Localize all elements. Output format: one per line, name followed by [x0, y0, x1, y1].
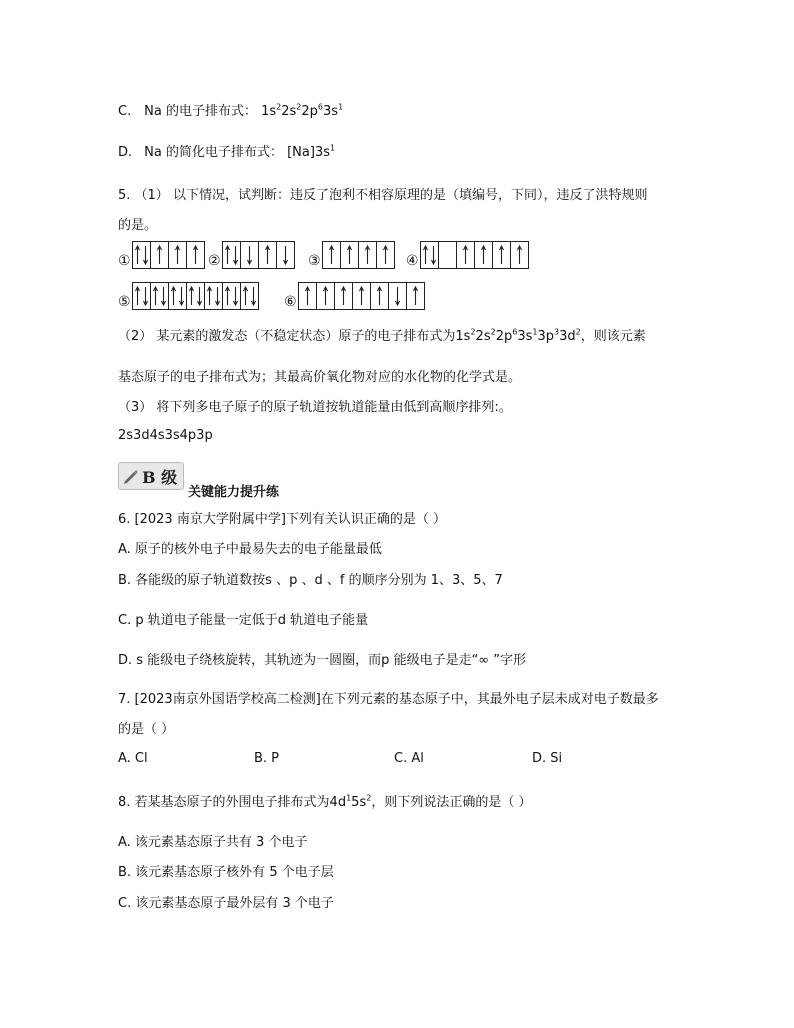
orbital-box: [168, 283, 186, 309]
orbital-box: [510, 242, 528, 268]
question-6-option-a: A. 原子的核外电子中最易失去的电子能量最低: [118, 542, 382, 557]
orbital-box: [474, 242, 492, 268]
orbital-diagram: [208, 241, 295, 267]
orbital-box: [421, 242, 438, 268]
question-8-option-a: A. 该元素基态原子共有 3 个电子: [118, 835, 308, 850]
formula-superscript: 2: [366, 793, 372, 803]
orbital-box: [168, 242, 186, 268]
spin-up-arrow-icon: [499, 245, 504, 265]
spin-up-arrow-icon: [175, 245, 180, 265]
diagram-number: ⑥: [284, 294, 297, 310]
formula-superscript: 2: [490, 327, 496, 337]
spin-up-arrow-icon: [517, 245, 522, 265]
question-6-option-b: B. 各能级的原子轨道数按s 、p 、d 、f 的顺序分别为 1、3、5、7: [118, 573, 503, 588]
spin-down-arrow-icon: [233, 286, 238, 306]
orbital-diagram: [406, 241, 529, 267]
question-5-part-2: [118, 325, 646, 344]
orbital-box: [406, 283, 424, 309]
orbital-box: [150, 283, 168, 309]
section-badge: [118, 462, 184, 490]
orbital-box: [388, 283, 406, 309]
spin-up-arrow-icon: [265, 245, 270, 265]
spin-up-arrow-icon: [383, 245, 388, 265]
formula-text: 2p: [495, 329, 513, 344]
orbital-list: 2s3d4s3s4p3p: [118, 428, 213, 443]
section-title: 关键能力提升练: [188, 485, 280, 500]
option-label: C.: [118, 104, 132, 119]
option-d: [118, 141, 335, 160]
part-2-text: （2） 某元素的激发态（不稳定状态）原子的电子排布式为: [118, 329, 456, 344]
orbital-box: [223, 242, 240, 268]
question-8-option-c: C. 该元素基态原子最外层有 3 个电子: [118, 896, 334, 911]
spin-down-arrow-icon: [215, 286, 220, 306]
spin-up-arrow-icon: [189, 286, 194, 306]
spin-up-arrow-icon: [225, 245, 230, 265]
orbital-box: [438, 242, 456, 268]
spin-up-arrow-icon: [481, 245, 486, 265]
spin-up-arrow-icon: [365, 245, 370, 265]
spin-up-arrow-icon: [305, 286, 310, 306]
orbital-boxes: [132, 241, 205, 269]
formula-superscript: 6: [317, 102, 324, 112]
orbital-box: [340, 242, 358, 268]
formula-superscript: 3: [553, 327, 560, 337]
formula-superscript: 6: [512, 327, 518, 337]
spin-up-arrow-icon: [135, 286, 140, 306]
orbital-box: [150, 242, 168, 268]
question-6-option-c: C. p 轨道电子能量一定低于d 轨道电子能量: [118, 613, 369, 628]
question-8-text: 8. 若某基态原子的外围电子排布式为: [118, 795, 330, 810]
formula-text: 2p: [301, 104, 318, 119]
question-5-part-3: （3） 将下列多电子原子的原子轨道按轨道能量由低到高顺序排列:。: [118, 400, 512, 415]
question-8-option-b: B. 该元素基态原子核外有 5 个电子层: [118, 865, 334, 880]
orbital-box: [456, 242, 474, 268]
orbital-box: [204, 283, 222, 309]
question-6-option-d: D. s 能级电子绕核旋转，其轨迹为一圆圈，而p 能级电子是走“∞ ”字形: [118, 653, 526, 668]
diagram-number: ④: [406, 253, 419, 269]
question-7-option-b: B. P: [254, 751, 280, 766]
spin-up-arrow-icon: [423, 245, 428, 265]
spin-up-arrow-icon: [225, 286, 230, 306]
option-text: Na 的简化电子排布式：: [144, 145, 283, 160]
spin-up-arrow-icon: [243, 286, 248, 306]
electron-configuration: [287, 145, 335, 160]
orbital-box: [186, 283, 204, 309]
orbital-boxes: [420, 241, 529, 269]
orbital-boxes: [298, 282, 425, 310]
question-6-stem: 6. [2023 南京大学附属中学]下列有关认识正确的是（ ）: [118, 512, 447, 527]
spin-down-arrow-icon: [143, 286, 148, 306]
diagram-number: ②: [208, 253, 221, 269]
spin-down-arrow-icon: [143, 245, 148, 265]
formula-superscript: 2: [276, 102, 282, 112]
question-7-stem-cont: 的是（ ）: [118, 722, 175, 737]
valence-configuration: [330, 795, 372, 810]
option-text: Na 的电子排布式：: [144, 104, 257, 119]
formula-superscript: 1: [346, 793, 352, 803]
orbital-box: [492, 242, 510, 268]
orbital-box: [186, 242, 204, 268]
spin-up-arrow-icon: [377, 286, 382, 306]
formula-text: 4d: [329, 795, 347, 810]
spin-up-arrow-icon: [413, 286, 418, 306]
orbital-box: [323, 242, 340, 268]
orbital-box: [133, 283, 150, 309]
spin-down-arrow-icon: [197, 286, 202, 306]
question-7-stem: 7. [2023南京外国语学校高二检测]在下列元素的基态原子中，其最外电子层未成对电子数最多: [118, 692, 659, 707]
question-5-stem: 5. （1） 以下情况，试判断：违反了泡利不相容原理的是（填编号，下同），违反了洪特规则: [118, 188, 648, 203]
option-label: D.: [118, 145, 133, 160]
spin-down-arrow-icon: [431, 245, 436, 265]
formula-superscript: 1: [532, 327, 538, 337]
spin-up-arrow-icon: [323, 286, 328, 306]
spin-up-arrow-icon: [463, 245, 468, 265]
formula-text: 3s: [323, 104, 339, 119]
question-5-part-2-cont: 基态原子的电子排布式为；其最高价氧化物对应的水化物的化学式是。: [118, 370, 522, 385]
orbital-box: [240, 242, 258, 268]
badge-label: B 级: [142, 468, 178, 487]
formula-text: 3p: [537, 329, 554, 344]
electron-configuration: [261, 104, 343, 119]
pencil-icon: [122, 467, 140, 485]
question-8-suffix: ，则下列说法正确的是（ ）: [371, 795, 532, 810]
formula-superscript: 2: [296, 102, 302, 112]
spin-down-arrow-icon: [251, 286, 256, 306]
orbital-diagram: [284, 282, 425, 308]
diagram-number: ⑤: [118, 294, 131, 310]
formula-text: 1s: [261, 104, 277, 119]
orbital-box: [222, 283, 240, 309]
question-7-option-d: D. Si: [532, 751, 563, 766]
spin-down-arrow-icon: [283, 245, 288, 265]
spin-up-arrow-icon: [329, 245, 334, 265]
spin-up-arrow-icon: [153, 286, 158, 306]
orbital-box: [316, 283, 334, 309]
option-c: [118, 100, 343, 119]
orbital-box: [276, 242, 294, 268]
orbital-box: [334, 283, 352, 309]
part-2-suffix: ，则该元素: [580, 329, 646, 344]
orbital-box: [352, 283, 370, 309]
formula-superscript: 1: [338, 102, 344, 112]
question-5-stem-cont: 的是。: [118, 218, 158, 233]
formula-text: 2s: [475, 329, 491, 344]
orbital-boxes: [222, 241, 295, 269]
spin-down-arrow-icon: [395, 286, 400, 306]
orbital-box: [258, 242, 276, 268]
spin-up-arrow-icon: [135, 245, 140, 265]
orbital-box: [376, 242, 394, 268]
question-8-stem: [118, 791, 531, 810]
excited-configuration: [455, 329, 580, 344]
spin-up-arrow-icon: [359, 286, 364, 306]
formula-superscript: 2: [470, 327, 476, 337]
orbital-box: [240, 283, 258, 309]
orbital-diagram: [118, 241, 205, 267]
spin-up-arrow-icon: [171, 286, 176, 306]
formula-superscript: 2: [575, 327, 581, 337]
orbital-diagram: [118, 282, 259, 308]
formula-text: 3s: [517, 329, 533, 344]
spin-up-arrow-icon: [157, 245, 162, 265]
orbital-box: [370, 283, 388, 309]
orbital-boxes: [322, 241, 395, 269]
spin-down-arrow-icon: [179, 286, 184, 306]
spin-down-arrow-icon: [247, 245, 252, 265]
diagram-number: ①: [118, 253, 131, 269]
orbital-box: [133, 242, 150, 268]
diagram-number: ③: [308, 253, 321, 269]
formula-text: 2s: [281, 104, 297, 119]
formula-text: 3d: [559, 329, 576, 344]
orbital-box: [299, 283, 316, 309]
spin-up-arrow-icon: [341, 286, 346, 306]
spin-down-arrow-icon: [161, 286, 166, 306]
question-7-option-a: A. Cl: [118, 751, 148, 766]
spin-down-arrow-icon: [233, 245, 238, 265]
orbital-diagram: [308, 241, 395, 267]
orbital-boxes: [132, 282, 259, 310]
spin-up-arrow-icon: [207, 286, 212, 306]
question-7-option-c: C. Al: [394, 751, 424, 766]
formula-superscript: 1: [330, 143, 336, 153]
spin-up-arrow-icon: [347, 245, 352, 265]
formula-text: 1s: [455, 329, 471, 344]
orbital-box: [358, 242, 376, 268]
spin-up-arrow-icon: [193, 245, 198, 265]
formula-text: 5s: [351, 795, 367, 810]
formula-text: [Na]3s: [287, 145, 330, 160]
